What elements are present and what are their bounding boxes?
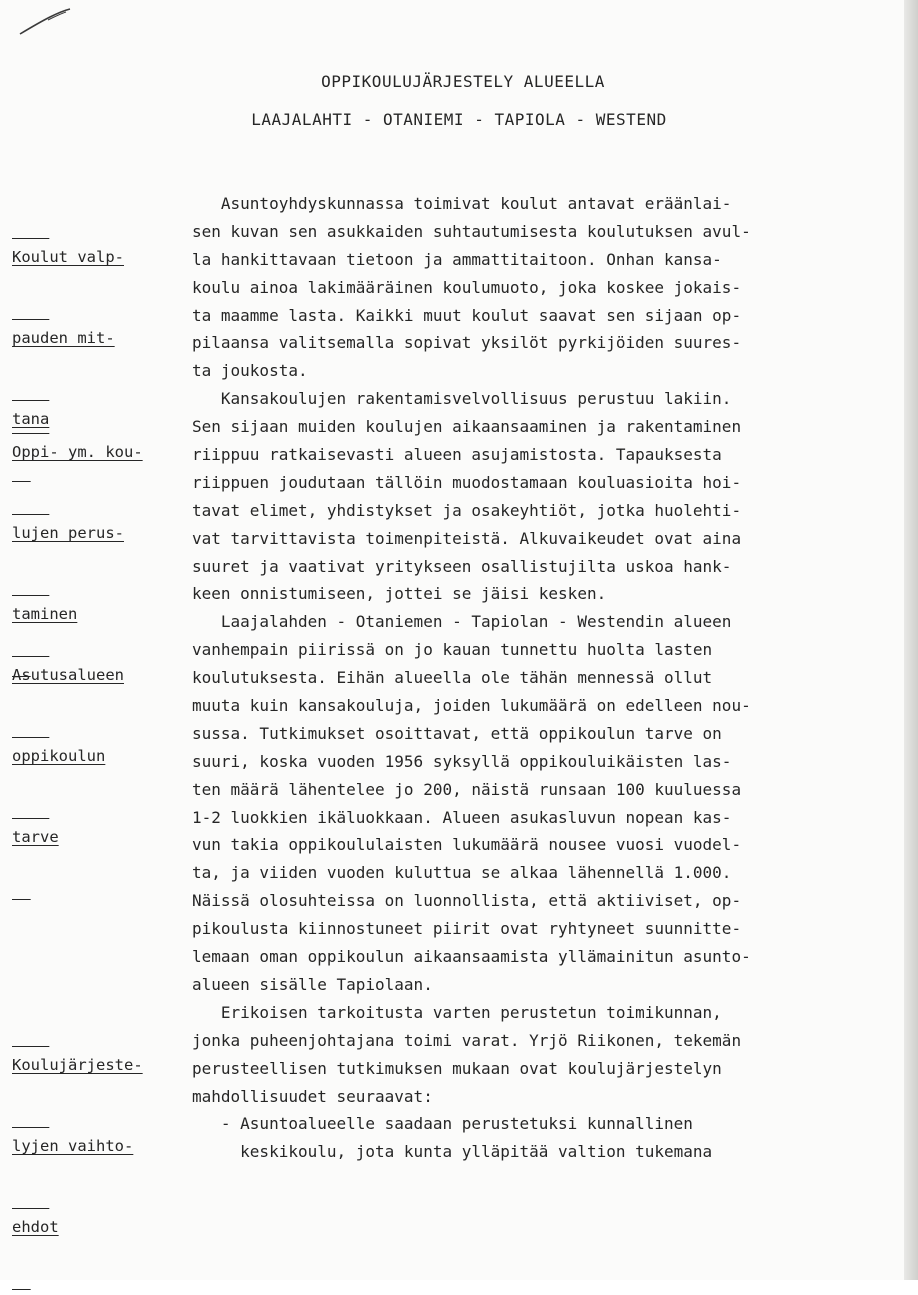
body-line: suuri, koska vuoden 1956 syksyllä oppikouluikäisten las- <box>192 751 732 771</box>
body-line: vanhempain piirissä on jo kauan tunnettu huolta lasten <box>192 640 713 660</box>
margin-note-line: Oppi- ym. kou- <box>12 443 143 461</box>
body-text <box>192 190 852 1166</box>
body-line: lemaan oman oppikoulun aikaansaamista yllämainitun asunto- <box>192 947 751 967</box>
margin-note-alternatives <box>12 998 178 1295</box>
body-line: sen kuvan sen asukkaiden suhtautumisesta koulutuksen avul- <box>192 221 751 241</box>
body-line: keskikoulu, jota kunta ylläpitää valtion tukemana <box>192 1142 713 1162</box>
margin-note-line: Koulujärjeste- <box>12 1056 143 1074</box>
body-line: koulu ainoa lakimääräinen koulumuoto, joka koskee jokais- <box>192 277 742 297</box>
margin-note-line: oppikoulun <box>12 747 106 765</box>
body-line: ta joukosta. <box>192 361 308 381</box>
body-line: Laajalahden - Otaniemen - Tapiolan - Westendin alueen <box>192 612 732 632</box>
margin-note-line: ehdot <box>12 1218 59 1236</box>
body-line: ta maamme lasta. Kaikki muut koulut saavat sen sijaan op- <box>192 305 742 325</box>
body-line: Kansakoulujen rakentamisvelvollisuus perustuu lakiin. <box>192 389 732 409</box>
margin-note-line: pauden mit- <box>12 329 115 347</box>
body-line: riippuen joudutaan tällöin muodostamaan kouluasioita hoi- <box>192 472 742 492</box>
pen-mark-icon <box>18 8 72 38</box>
margin-note-line: tarve <box>12 828 59 846</box>
margin-note-line: lyjen vaihto- <box>12 1137 134 1155</box>
body-line: Sen sijaan muiden koulujen aikaansaaminen ja rakentaminen <box>192 417 742 437</box>
body-line: sussa. Tutkimukset osoittavat, että oppikoulun tarve on <box>192 723 722 743</box>
body-line: ten määrä lähentelee jo 200, näistä runsaan 100 kuuluessa <box>192 779 742 799</box>
margin-note-need <box>12 608 178 905</box>
body-line: pikoulusta kiinnostuneet piirit ovat ryhtyneet suunnitte- <box>192 919 742 939</box>
body-line: koulutuksesta. Eihän alueella ole tähän mennessä ollut <box>192 668 713 688</box>
body-line: keen onnistumiseen, jottei se jäisi kesken. <box>192 584 607 604</box>
body-line: muuta kuin kansakouluja, joiden lukumäärä on edelleen nou- <box>192 696 751 716</box>
margin-note-line: lujen perus- <box>12 524 124 542</box>
document-title: OPPIKOULUJÄRJESTELY ALUEELLA <box>321 72 605 91</box>
margin-note-line: taminen <box>12 605 78 623</box>
margin-note-line: Koulut valp- <box>12 248 124 266</box>
body-line: perusteellisen tutkimuksen mukaan ovat koulujärjestelyn <box>192 1058 722 1078</box>
body-line: Erikoisen tarkoitusta varten perustetun toimikunnan, <box>192 1002 722 1022</box>
body-line: Näissä olosuhteissa on luonnollista, että aktiiviset, op- <box>192 891 742 911</box>
body-line: tavat elimet, yhdistykset ja osakeyhtiöt, jotka huolehti- <box>192 500 742 520</box>
page-edge-shadow <box>904 0 918 1280</box>
body-line: alueen sisälle Tapiolaan. <box>192 974 433 994</box>
body-line: vun takia oppikoululaisten lukumäärä nousee vuosi vuodel- <box>192 835 742 855</box>
body-line: - Asuntoalueelle saadaan perustetuksi kunnallinen <box>192 1114 693 1134</box>
body-line: ta, ja viiden vuoden kuluttua se alkaa lähennellä 1.000. <box>192 863 732 883</box>
body-line: jonka puheenjohtajana toimi varat. Yrjö Riikonen, tekemän <box>192 1030 742 1050</box>
body-line: pilaansa valitsemalla sopivat yksilöt pyrkijöiden suures- <box>192 333 742 353</box>
margin-note-line: tana <box>12 410 50 428</box>
body-line: suuret ja vaativat yritykseen osallistujilta uskoa hank- <box>192 556 732 576</box>
body-line: 1-2 luokkien ikäluokkaan. Alueen asukasluvun nopean kas- <box>192 807 732 827</box>
body-line: riippuu ratkaisevasti alueen asujamistosta. Tapauksesta <box>192 445 722 465</box>
margin-note-line: Asutusalueen <box>12 666 124 684</box>
body-line: Asuntoyhdyskunnassa toimivat koulut antavat eräänlai- <box>192 194 732 213</box>
body-line: vat tarvittavista toimenpiteistä. Alkuvaikeudet ovat aina <box>192 528 742 548</box>
body-line: la hankittavaan tietoon ja ammattitaitoon. Onhan kansa- <box>192 249 722 269</box>
body-line: mahdollisuudet seuraavat: <box>192 1086 433 1106</box>
document-subtitle: LAAJALAHTI - OTANIEMI - TAPIOLA - WESTEND <box>251 110 667 129</box>
